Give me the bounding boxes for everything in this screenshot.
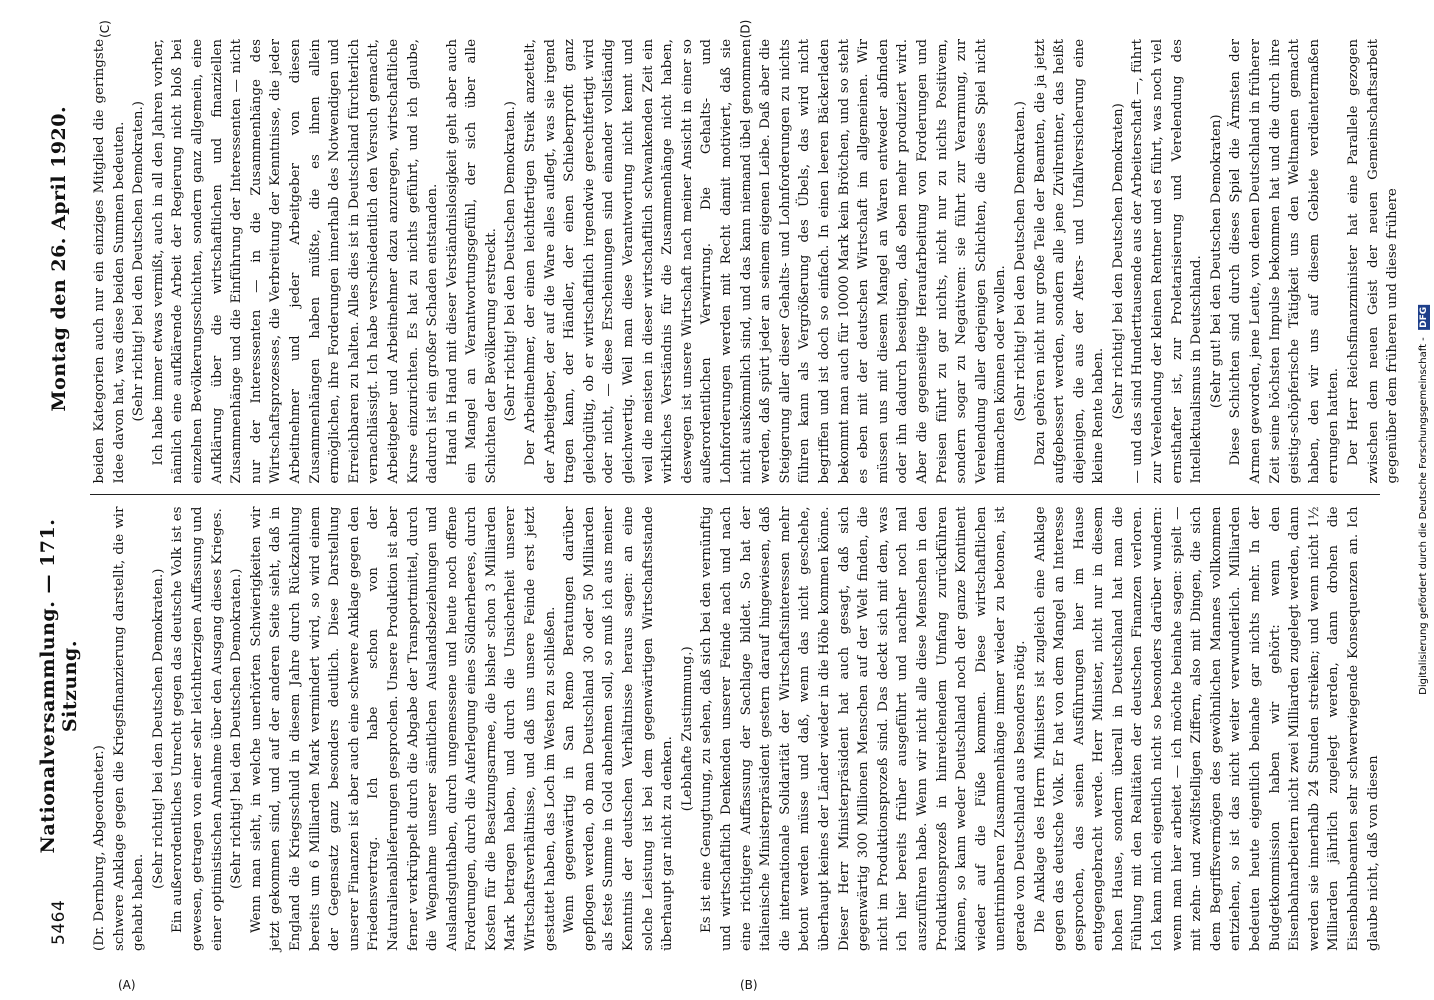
- paragraph: Der Arbeitnehmer, der einen leichtfertigen Streik anzettelt, der Arbeitgeber, der auf die Ware alles auflegt, was sie irgend tragen kann, der Händler, der einen Schieberprofit ganz gleichgültig, ob er wirtschaftlich irgendwie gerechtfertigt wird oder nicht, — diese Erscheinungen sind einander vollständig gleichwertig. Weil man diese Verantwortung nicht kennt und weil die meisten in dieser wirtschaftlich schwankenden Zeit ein wirkliches Verständnis für die Zusammenhänge nicht haben, deswegen ist unsere Wirtschaft nach meiner Ansicht in einer so außerordentlichen Verwirrung. Die Gehalts- und Lohnforderungen werden mit Recht damit motiviert, daß sie nicht auskömmlich sind, und das kann niemand übel genommen werden, daß spürt jeder an seinem eigenen Leibe. Daß aber die Steigerung aller dieser Gehalts- und Lohnforderungen zu nichts führen kann als Vergrößerung des Übels, das wird nicht begriffen und ist doch so einfach. In einen leeren Bäckerladen bekommt man auch für 10000 Mark kein Brötchen, und so steht es eben mit der deutschen Wirtschaft im allgemeinen. Wir müssen uns mit diesem Mangel an Waren entweder abfinden oder ihn dadurch beseitigen, daß eben mehr produziert wird. Aber die gegenseitige Heraufarbeitung von Forderungen und Preisen führt zu gar nichts, nicht nur zu nichts Positivem, sondern sogar zu Negativem: sie führt zur Verarmung, zur Verelendung aller derjenigen Schichten, die dieses Spiel nicht mitmachen können oder wollen.: [523, 39, 1009, 484]
- running-title-right: Montag den 26. April 1920.: [48, 105, 70, 412]
- paragraph: Ich habe immer etwas vermißt, auch in all den Jahren vorher, nämlich eine aufklärende Arbeit der Regierung nicht bloß bei einzelnen Bevölkerungsschichten, sondern ganz allgemein, eine Aufklärung über die wirtschaftlichen und finanziellen Zusammenhänge und die Einführung der Interessenten — nicht nur der Interessenten — in die Zusammenhänge des Wirtschaftsprozesses, die Verbreitung der Kenntnisse, die jeder Arbeitnehmer und jeder Arbeitgeber von diesen Zusammenhängen haben müßte, die es ihnen allein ermöglichen, ihre Forderungen innerhalb des Notwendigen und Erreichbaren zu halten. Alles dies ist in Deutschland fürchterlich vernachlässigt. Ich habe verschiedentlich den Versuch gemacht, Arbeitgeber und Arbeitnehmer dazu anzuregen, wirtschaftliche Kurse einzurichten. Es hat zu nichts geführt, und ich glaube, dadurch ist ein großer Schaden entstanden.: [150, 39, 441, 484]
- paragraph: Wenn man sieht, in welche unerhörten Schwierigkeiten wir jetzt gekommen sind, und auf der anderen Seite sieht, daß in England die Kriegsschuld in diesem Jahre durch Rückzahlung bereits um 6 Milliarden Mark vermindert wird, so wird einem der Gegensatz ganz besonders deutlich. Diese Darstellung unserer Finanzen ist aber auch eine schwere Anklage gegen den Friedensvertrag. Ich habe schon von der Naturalienablieferungen gesprochen. Unsere Produktion ist aber ferner verkrüppelt durch die Abgabe der Transportmittel, durch die Wegnahme unserer sämtlichen Auslandsbeziehungen und Auslandsguthaben, durch ungemessene und heute noch offene Forderungen, durch die Auferlegung eines Söldnerheeres, durch Kosten für die Besatzungsarmee, die bisher schon 3 Milliarden Mark betragen haben, und durch die Unsicherheit unserer Wirtschaftsverhältnisse, und daß uns unsere Feinde erst jetzt gestattet haben, das Loch im Westen zu schließen.: [248, 506, 558, 951]
- paragraph: Ein außerordentliches Unrecht gegen das deutsche Volk ist es gewesen, getragen von einer sehr leichtherzigen Auffassung und einer optimistischen Annahme über den Ausgang dieses Krieges.: [170, 506, 225, 951]
- paragraph: Hand in Hand mit dieser Verständnislosigkeit geht aber auch ein Mangel an Verantwortungsgefühl, der sich über alle Schichten der Bevölkerung erstreckt.: [444, 39, 499, 484]
- interjection: (Sehr richtig! bei den Deutschen Demokraten.): [131, 101, 147, 422]
- margin-marker-d: (D): [738, 19, 753, 39]
- interjection: (Sehr richtig! bei den Deutschen Demokraten.): [150, 568, 166, 889]
- dfg-logo: DFG: [1419, 307, 1429, 329]
- page-header: [37, 45, 81, 945]
- margin-marker-b: (B): [740, 978, 758, 992]
- paragraph: beiden Kategorien auch nur ein einziges Mitglied die geringste Idee davon hat, was diese beiden Summen bedeuten.: [92, 39, 127, 484]
- paragraph: Diese Schichten sind durch dieses Spiel die Ärmsten der Armen geworden, jene Leute, von denen Deutschland in früherer Zeit seine höchsten Impulse bekommen hat und die durch ihre geistig-schöpferische Tätigkeit uns den Weltnamen gemacht haben, den wir uns auf diesem Gebiete verdientermaßen errungen hatten.: [1228, 39, 1342, 484]
- rotated-page: [0, 25, 1400, 965]
- interjection: (Sehr richtig! bei den Deutschen Demokraten): [1110, 103, 1126, 420]
- margin-marker-a: (A): [118, 978, 136, 992]
- interjection: (Sehr richtig! bei den Deutschen Demokraten.): [1012, 101, 1028, 422]
- interjection: (Lebhafte Zustimmung.): [679, 646, 695, 812]
- margin-marker-c: (C): [97, 20, 112, 38]
- interjection: (Sehr gut! bei den Deutschen Demokraten): [1208, 114, 1224, 409]
- credit-text: [1418, 305, 1430, 695]
- paragraph: Die Anklage des Herrn Ministers ist zugleich eine Anklage gegen das deutsche Volk. Er hat von dem Mangel an Interesse gesprochen, das seinen Ausführungen hier im Hause entgegengebracht werde. Herr Minister, nicht nur in diesem hohen Hause, sondern überall in Deutschland hat man die Fühlung mit den Realitäten der deutschen Finanzen verloren. Ich kann mich eigentlich nicht so besonders darüber wundern: wenn man hier arbeitet — ich möchte beinahe sagen: spielt — mit zehn- und zwölfstelligen Ziffern, also mit Dingen, die sich dem Begriffsvermögen des gewöhnlichen Mannes vollkommen entziehen, so ist das nicht weiter verwunderlich. Milliarden bedeuten heute eigentlich beinahe gar nichts mehr. In der Budgetkommission haben wir gehört: wenn den Eisenbahnarbeitern nicht zwei Milliarden zugelegt werden, dann werden sie innerhalb 24 Stunden streiken; und wenn nicht 1½ Milliarden jährlich zugelegt werden, dann drohen die Eisenbahnbeamten sehr schwerwiegende Konsequenzen an. Ich glaube nicht, daß von diesen: [1032, 506, 1381, 951]
- paragraph: Es ist eine Genugtuung, zu sehen, daß sich bei den vernünftig und wirtschaftlich Denkenden unserer Feinde nach und nach eine richtigere Auffassung der Sachlage bildet. So hat der italienische Ministerpräsident gestern darauf hingewiesen, daß die internationale Solidarität der Wirtschaftsinteressen mehr betont werden müsse und daß, wenn das nicht geschehe, überhaupt keines der Länder wieder in die Höhe kommen könne. Dieser Herr Ministerpräsident hat auch gesagt, daß sich gegenwärtig 300 Millionen Menschen auf der Welt finden, die nicht im Produktionsprozeß sind. Das deckt sich mit dem, was ich hier bereits früher ausgeführt und nachher noch mal auszuführen habe. Wenn wir nicht alle diese Menschen in den Produktionsprozeß in hinreichendem Umfang zurückführen können, so kann weder Deutschland noch der ganze Kontinent wieder auf die Füße kommen. Diese wirtschaftlichen unentrinnbaren Zusammenhänge immer wieder zu betonen, ist gerade von Deutschland aus besonders nötig.: [699, 506, 1028, 951]
- paragraph: — und das sind Hunderttausende aus der Arbeiterschaft —, führt zur Verelendung der kleinen Rentner und es führt, was noch viel ernsthafter ist, zur Proletarisierung und Verelendung des Intellektualismus in Deutschland.: [1130, 39, 1205, 484]
- paragraph: Der Herr Reichsfinanzminister hat eine Parallele gezogen zwischen dem neuen Geist der neuen Gemeinschaftsarbeit gegenüber dem früheren und diese frühere: [1346, 39, 1401, 484]
- column-divider: [90, 495, 1380, 496]
- speaker-label: (Dr. Dernburg, Abgeordneter.): [92, 745, 107, 951]
- text-columns: [90, 39, 1401, 951]
- paragraph: Dazu gehören nicht nur große Teile der Beamten, die ja jetzt aufgebessert werden, sondern alle jene Zivilrentner, das heißt diejenigen, die aus der Alters- und Unfallversicherung eine kleine Rente haben.: [1032, 39, 1107, 484]
- interjection: (Sehr richtig! bei den Deutschen Demokraten.): [229, 568, 245, 889]
- paragraph: Wenn gegenwärtig in San Remo Beratungen darüber gepflogen werden, ob man Deutschland 30 oder 50 Milliarden als feste Summe in Gold abnehmen soll, so muß ich aus meiner Kenntnis der deutschen Verhältnisse heraus sagen: an eine solche Leistung ist bei dem gegenwärtigen Wirtschaftsstande überhaupt gar nicht zu denken.: [562, 506, 676, 951]
- paragraph: schwere Anklage gegen die Kriegsfinanzierung darstellt, die wir gehabt haben.: [111, 506, 147, 951]
- interjection: (Sehr richtig! bei den Deutschen Demokraten.): [503, 101, 519, 422]
- column-right: [90, 39, 1401, 484]
- credit-label: Digitalisierung gefördert durch die Deutsche Forschungsgemeinschaft -: [1418, 337, 1429, 695]
- running-title-left: Nationalversammlung. — 171. Sitzung.: [37, 518, 81, 854]
- page-number: 5464: [49, 899, 69, 945]
- column-left: [90, 507, 1380, 952]
- digitization-credit: [1416, 8, 1432, 992]
